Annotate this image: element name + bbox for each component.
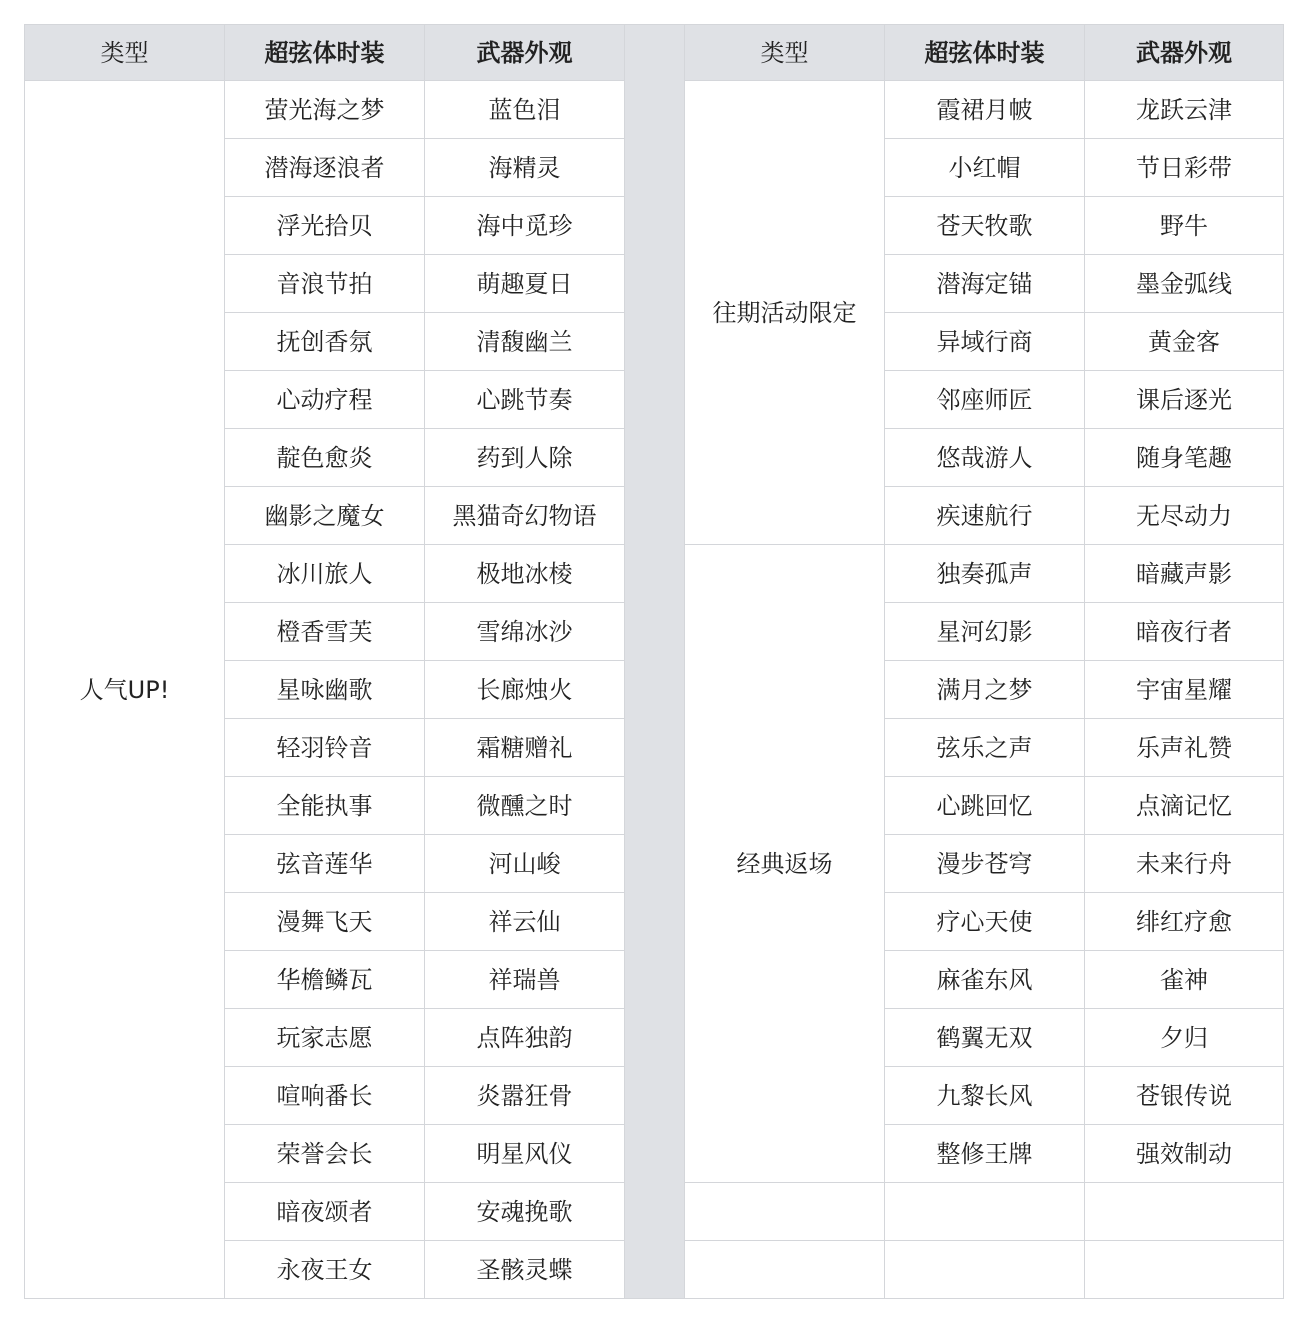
outfit-cell: 苍天牧歌 <box>885 197 1085 255</box>
empty-cell <box>685 1183 885 1241</box>
weapon-cell: 海精灵 <box>425 139 625 197</box>
outfit-cell: 潜海逐浪者 <box>225 139 425 197</box>
weapon-cell: 长廊烛火 <box>425 661 625 719</box>
weapon-cell: 点阵独韵 <box>425 1009 625 1067</box>
outfit-cell: 漫舞飞天 <box>225 893 425 951</box>
empty-cell <box>885 1183 1085 1241</box>
outfit-cell: 华檐鳞瓦 <box>225 951 425 1009</box>
outfit-cell: 星河幻影 <box>885 603 1085 661</box>
outfit-cell: 星咏幽歌 <box>225 661 425 719</box>
weapon-cell: 萌趣夏日 <box>425 255 625 313</box>
table-header-row <box>25 25 1284 81</box>
outfit-cell: 独奏孤声 <box>885 545 1085 603</box>
empty-cell <box>885 1241 1085 1299</box>
weapon-cell: 微醺之时 <box>425 777 625 835</box>
weapon-cell: 课后逐光 <box>1085 371 1284 429</box>
weapon-cell: 海中觅珍 <box>425 197 625 255</box>
outfit-cell: 鹤翼无双 <box>885 1009 1085 1067</box>
outfit-cell: 小红帽 <box>885 139 1085 197</box>
outfit-cell: 九黎长风 <box>885 1067 1085 1125</box>
center-divider <box>625 25 685 1299</box>
outfit-cell: 永夜王女 <box>225 1241 425 1299</box>
outfit-cell: 心跳回忆 <box>885 777 1085 835</box>
weapon-cell: 明星风仪 <box>425 1125 625 1183</box>
weapon-cell: 乐声礼赞 <box>1085 719 1284 777</box>
weapon-cell: 暗夜行者 <box>1085 603 1284 661</box>
right-category-cell: 经典返场 <box>685 545 885 1183</box>
outfit-cell: 邻座师匠 <box>885 371 1085 429</box>
weapon-cell: 心跳节奏 <box>425 371 625 429</box>
weapon-cell: 夕归 <box>1085 1009 1284 1067</box>
outfit-cell: 轻羽铃音 <box>225 719 425 777</box>
weapon-cell: 野牛 <box>1085 197 1284 255</box>
weapon-cell: 宇宙星耀 <box>1085 661 1284 719</box>
right-header-weapon: 武器外观 <box>1085 25 1284 81</box>
outfit-cell: 心动疗程 <box>225 371 425 429</box>
outfit-cell: 整修王牌 <box>885 1125 1085 1183</box>
weapon-cell: 节日彩带 <box>1085 139 1284 197</box>
outfit-cell: 音浪节拍 <box>225 255 425 313</box>
outfit-cell: 疾速航行 <box>885 487 1085 545</box>
weapon-cell: 龙跃云津 <box>1085 81 1284 139</box>
weapon-cell: 苍银传说 <box>1085 1067 1284 1125</box>
outfit-cell: 喧响番长 <box>225 1067 425 1125</box>
left-category-cell: 人气UP! <box>25 81 225 1299</box>
right-category-cell: 往期活动限定 <box>685 81 885 545</box>
outfit-cell: 霞裙月帔 <box>885 81 1085 139</box>
outfit-cell: 弦音莲华 <box>225 835 425 893</box>
weapon-cell: 祥瑞兽 <box>425 951 625 1009</box>
weapon-cell: 绯红疗愈 <box>1085 893 1284 951</box>
outfit-cell: 靛色愈炎 <box>225 429 425 487</box>
left-header-weapon: 武器外观 <box>425 25 625 81</box>
outfit-cell: 满月之梦 <box>885 661 1085 719</box>
outfit-cell: 萤光海之梦 <box>225 81 425 139</box>
skin-table-body <box>25 25 1284 1299</box>
outfit-cell: 荣誉会长 <box>225 1125 425 1183</box>
left-header-type: 类型 <box>25 25 225 81</box>
weapon-cell: 无尽动力 <box>1085 487 1284 545</box>
outfit-cell: 麻雀东风 <box>885 951 1085 1009</box>
weapon-cell: 未来行舟 <box>1085 835 1284 893</box>
weapon-cell: 河山峻 <box>425 835 625 893</box>
weapon-cell: 随身笔趣 <box>1085 429 1284 487</box>
weapon-cell: 蓝色泪 <box>425 81 625 139</box>
right-header-outfit: 超弦体时装 <box>885 25 1085 81</box>
outfit-cell: 潜海定锚 <box>885 255 1085 313</box>
weapon-cell: 药到人除 <box>425 429 625 487</box>
outfit-cell: 异域行商 <box>885 313 1085 371</box>
outfit-cell: 橙香雪芙 <box>225 603 425 661</box>
outfit-cell: 玩家志愿 <box>225 1009 425 1067</box>
outfit-cell: 浮光拾贝 <box>225 197 425 255</box>
weapon-cell: 强效制动 <box>1085 1125 1284 1183</box>
weapon-cell: 圣骸灵蝶 <box>425 1241 625 1299</box>
weapon-cell: 炎嚣狂骨 <box>425 1067 625 1125</box>
outfit-cell: 漫步苍穹 <box>885 835 1085 893</box>
empty-cell <box>1085 1183 1284 1241</box>
right-header-type: 类型 <box>685 25 885 81</box>
skin-table <box>24 24 1284 1299</box>
weapon-cell: 黑猫奇幻物语 <box>425 487 625 545</box>
outfit-cell: 疗心天使 <box>885 893 1085 951</box>
weapon-cell: 安魂挽歌 <box>425 1183 625 1241</box>
weapon-cell: 雀神 <box>1085 951 1284 1009</box>
weapon-cell: 极地冰棱 <box>425 545 625 603</box>
outfit-cell: 抚创香氛 <box>225 313 425 371</box>
outfit-cell: 暗夜颂者 <box>225 1183 425 1241</box>
weapon-cell: 清馥幽兰 <box>425 313 625 371</box>
weapon-cell: 点滴记忆 <box>1085 777 1284 835</box>
weapon-cell: 祥云仙 <box>425 893 625 951</box>
outfit-cell: 冰川旅人 <box>225 545 425 603</box>
outfit-cell: 弦乐之声 <box>885 719 1085 777</box>
weapon-cell: 暗藏声影 <box>1085 545 1284 603</box>
empty-cell <box>685 1241 885 1299</box>
outfit-cell: 全能执事 <box>225 777 425 835</box>
weapon-cell: 墨金弧线 <box>1085 255 1284 313</box>
weapon-cell: 黄金客 <box>1085 313 1284 371</box>
left-header-outfit: 超弦体时装 <box>225 25 425 81</box>
weapon-cell: 雪绵冰沙 <box>425 603 625 661</box>
outfit-cell: 幽影之魔女 <box>225 487 425 545</box>
outfit-cell: 悠哉游人 <box>885 429 1085 487</box>
empty-cell <box>1085 1241 1284 1299</box>
weapon-cell: 霜糖赠礼 <box>425 719 625 777</box>
